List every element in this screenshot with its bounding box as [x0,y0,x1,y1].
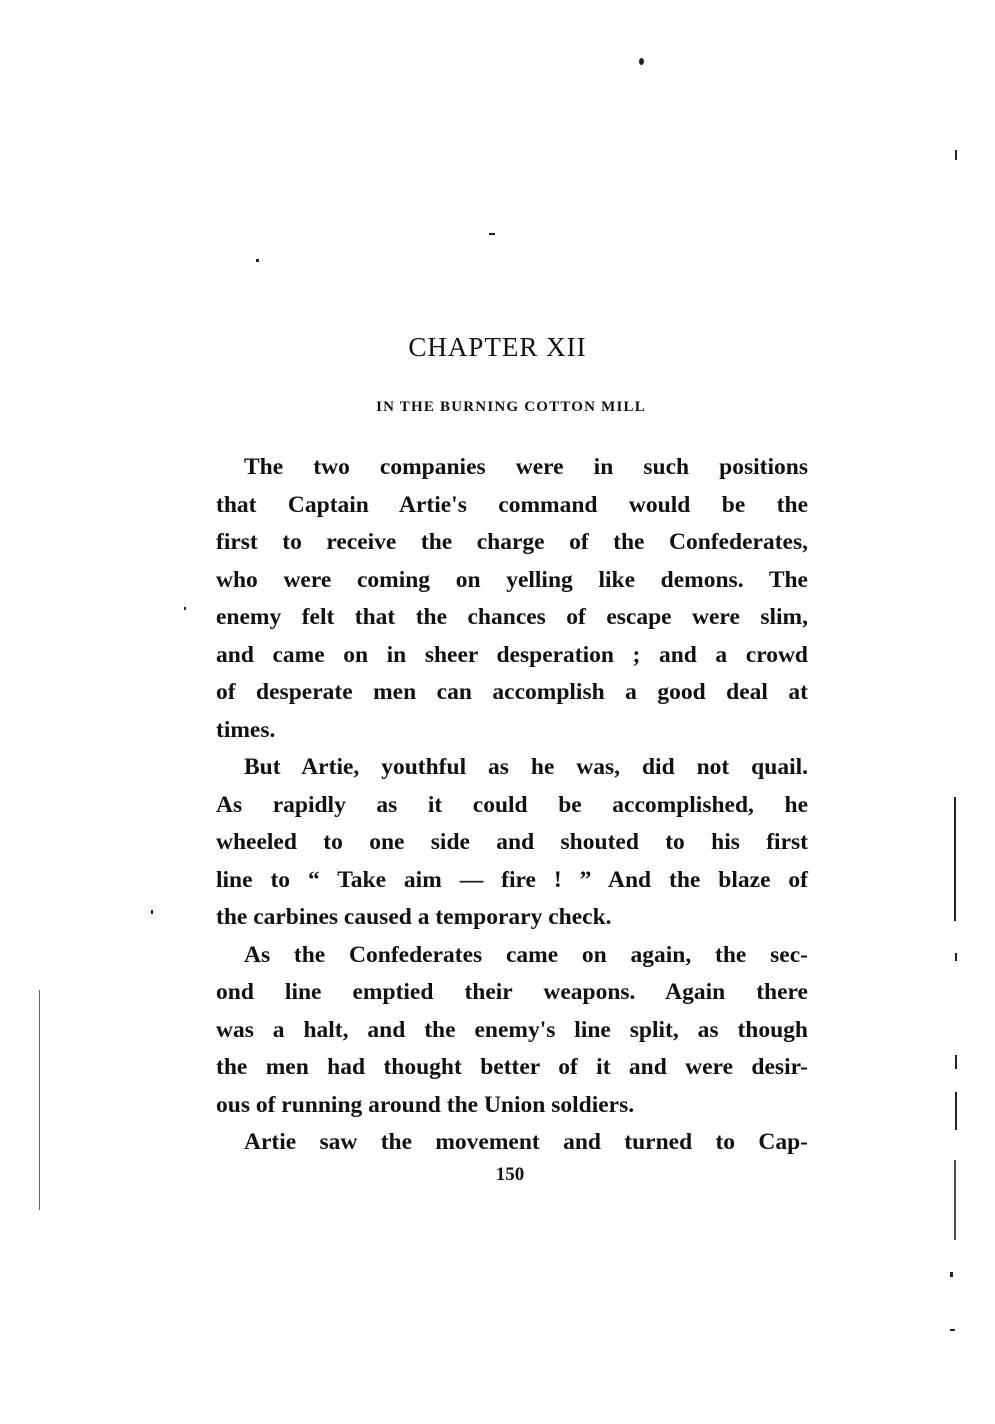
text-line: ond line emptied their weapons. Again there [216,979,808,1005]
scan-speck [39,990,40,1210]
text-line: ous of running around the Union soldiers. [216,1091,635,1118]
scan-speck [489,233,495,235]
chapter-subtitle: IN THE BURNING COTTON MILL [376,399,646,415]
scan-speck [955,953,957,961]
text-line: and came on in sheer desperation ; and a crowd [216,641,808,668]
text-line: As rapidly as it could be accomplished, he [216,791,808,818]
text-line: the men had thought better of it and were desir- [216,1054,808,1080]
text-line: As the Confederates came on again, the sec- [244,941,808,968]
scan-speck [954,1160,956,1240]
scan-speck [955,1092,957,1130]
text-line: wheeled to one side and shouted to his first [216,829,808,855]
text-line: line to “ Take aim — fire ! ” And the blaze of [216,866,808,893]
text-line: that Captain Artie's command would be the [216,491,808,518]
scan-speck [184,607,186,610]
text-line: Artie saw the movement and turned to Cap- [244,1129,808,1155]
text-line: enemy felt that the chances of escape were slim, [216,604,808,630]
text-line: was a halt, and the enemy's line split, as though [216,1016,808,1043]
text-line: The two companies were in such positions [244,454,808,480]
scan-speck [950,1329,955,1331]
scan-speck [950,1272,953,1277]
text-line: of desperate men can accomplish a good deal at [216,679,808,705]
scan-speck [639,58,644,65]
scan-speck [256,259,259,262]
chapter-body [216,449,808,1162]
scan-speck [151,910,153,914]
text-line: But Artie, youthful as he was, did not quail. [244,754,808,780]
scan-speck [955,150,957,160]
text-line: first to receive the charge of the Confederates, [216,529,808,555]
chapter-title: CHAPTER XII [408,332,587,362]
page-number: 150 [495,1164,525,1185]
scan-speck [955,1055,957,1069]
scan-speck [954,797,956,921]
text-line: the carbines caused a temporary check. [216,904,612,930]
text-line: times. [216,716,276,743]
text-line: who were coming on yelling like demons. The [216,566,808,593]
